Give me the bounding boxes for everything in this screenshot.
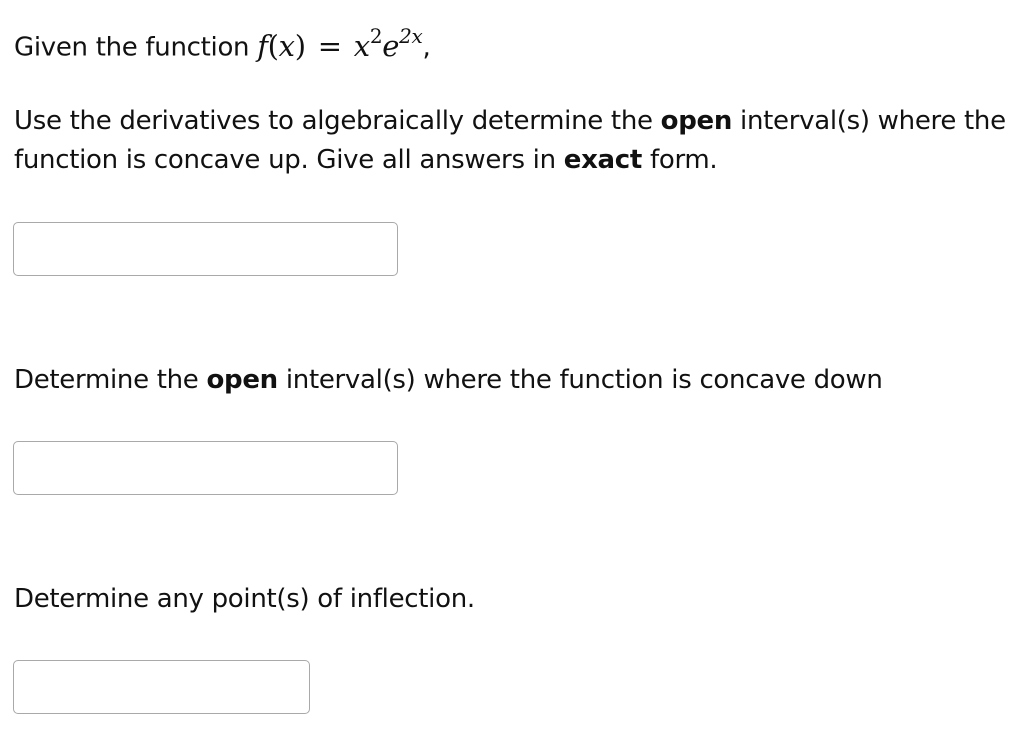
intro-comma: ,: [422, 32, 431, 63]
q3-text: Determine any point(s) of inflection.: [14, 584, 475, 614]
func-var: x: [278, 28, 295, 63]
term-e: e: [382, 28, 400, 63]
func-name: f: [257, 28, 268, 63]
question-1-line-1: [14, 101, 1006, 141]
q2-bold-open: open: [206, 365, 278, 395]
concave-up-answer-input[interactable]: [13, 222, 398, 276]
q1-text-c: function is concave up. Give all answers in: [14, 145, 564, 175]
close-paren: ): [294, 28, 306, 63]
question-1-line-2: [14, 140, 717, 180]
concave-down-answer-input[interactable]: [13, 441, 398, 495]
function-formula: [257, 24, 423, 63]
function-statement: [14, 18, 431, 68]
q2-text-a: Determine the: [14, 365, 207, 395]
question-2: [14, 360, 883, 400]
open-paren: (: [267, 28, 279, 63]
inflection-points-answer-input[interactable]: [13, 660, 310, 714]
exponent-e: 2x: [399, 24, 423, 48]
exponent-x: 2: [369, 24, 383, 48]
question-3: [14, 579, 475, 619]
q1-text-d: form.: [642, 145, 718, 175]
equals-sign: =: [317, 28, 342, 63]
q1-bold-exact: exact: [563, 145, 643, 175]
term-x: x: [353, 28, 370, 63]
q1-bold-open: open: [660, 106, 733, 136]
q1-text-b: interval(s) where the: [732, 106, 1006, 136]
q2-text-b: interval(s) where the function is concave down: [277, 365, 883, 395]
q1-text-a: Use the derivatives to algebraically determine the: [14, 106, 661, 136]
intro-lead: Given the function: [14, 32, 258, 63]
